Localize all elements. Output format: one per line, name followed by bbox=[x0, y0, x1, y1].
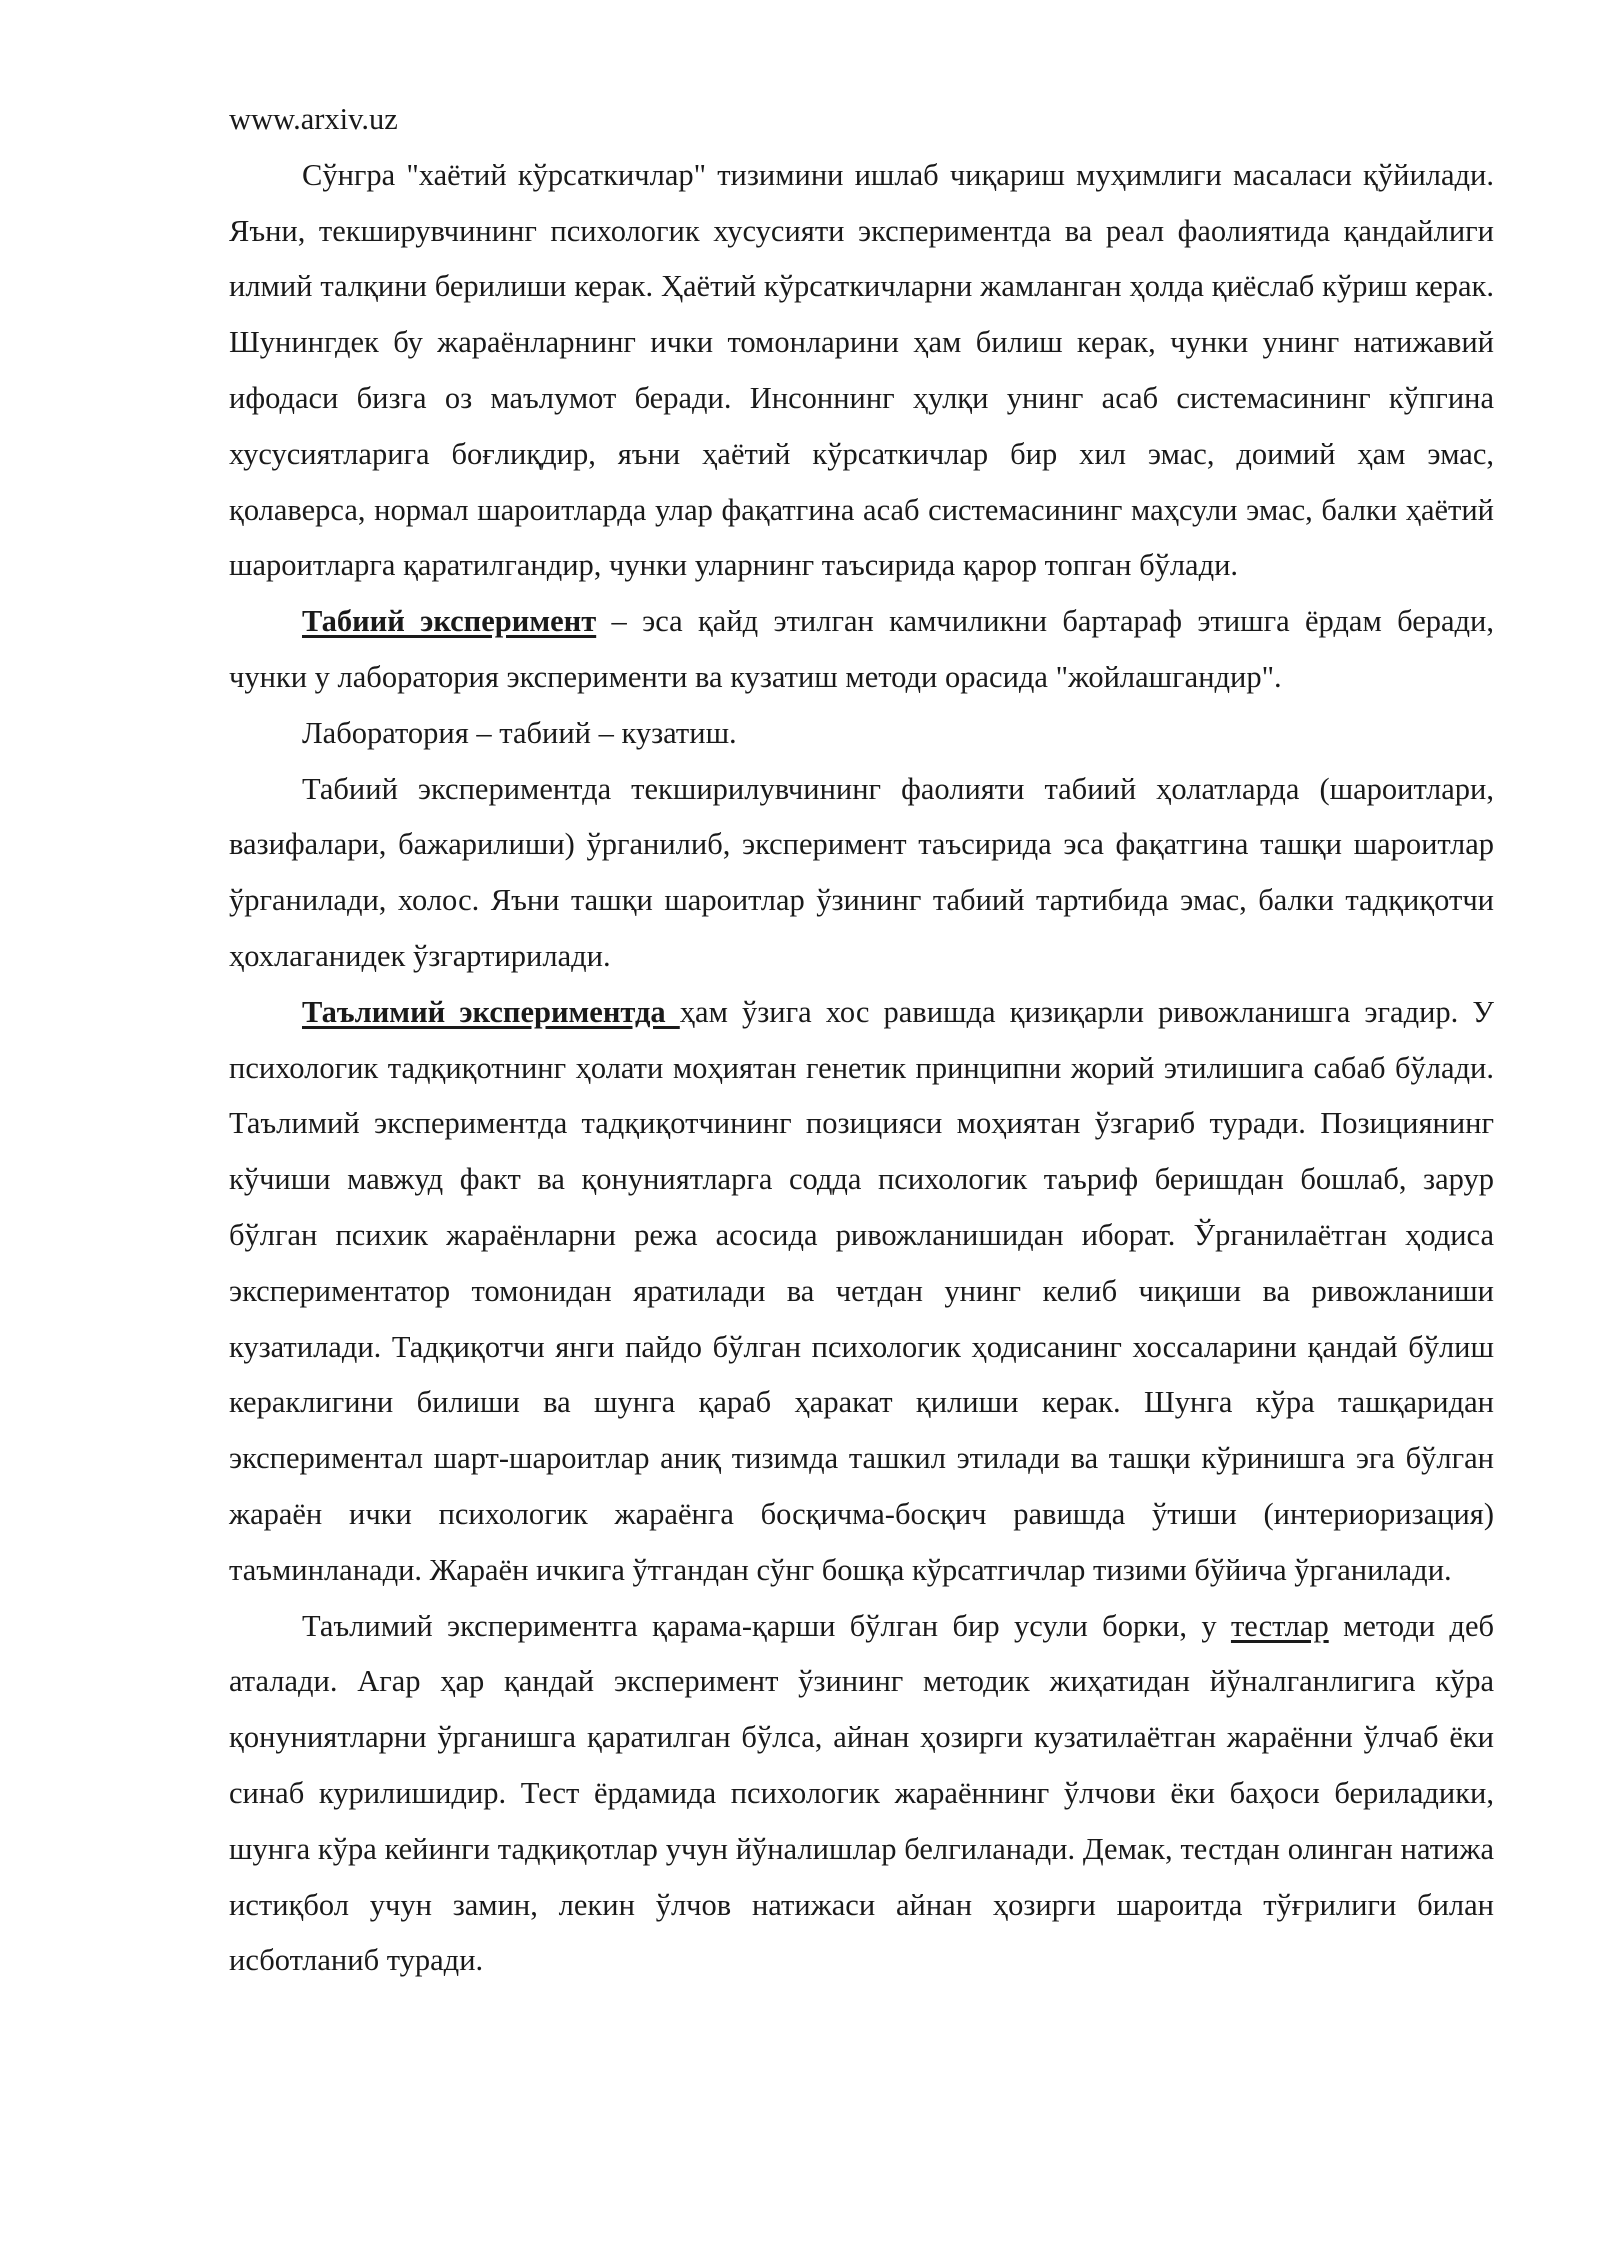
tests-link[interactable]: тестлар bbox=[1230, 1608, 1329, 1643]
document-page bbox=[229, 92, 1494, 1989]
paragraph-natural-experiment-details bbox=[229, 762, 1494, 985]
paragraph-text: ҳам ўзига хос равишда қизиқарли ривожланишга эгадир. У психологик тадқиқотнинг ҳолати моҳиятан генетик принципни жорий этилишига сабаб бўлади. Таълимий экспериментда тадқиқотчининг позицияси моҳиятан ўзгариб туради. Позициянинг кўчиши мавжуд факт ва қонуниятларга содда психологик таъриф беришдан бошлаб, зарур бўлган психик жараёнларни режа асосида ривожланишидан иборат. Ўрганилаётган ҳодиса экспериментатор томонидан яратилади ва четдан унинг келиб чиқиши ва ривожланиши кузатилади. Тадқиқотчи янги пайдо бўлган психологик ҳодисанинг хоссаларини қандай бўлиш кераклигини билиши ва шунга қараб ҳаракат қилиши керак. Шунга кўра ташқаридан экспериментал шарт-шароитлар аниқ тизимда ташкил этилади ва ташқи кўринишга эга бўлган жараён ички психологик жараёнга босқичма-босқич равишда ўтиши (интериоризация) таъминланади. Жараён ичкига ўтгандан сўнг бошқа кўрсатгичлар тизими бўйича ўрганилади. bbox=[229, 994, 1494, 1587]
paragraph-text-before: Таълимий экспериментга қарама-қарши бўлган бир усули борки, у bbox=[302, 1608, 1231, 1643]
paragraph-text: Лаборатория – табиий – кузатиш. bbox=[302, 715, 737, 750]
paragraph-text: Табиий экспериментда текширилувчининг фаолияти табиий ҳолатларда (шароитлари, вазифалари, бажарилиши) ўрганилиб, эксперимент таъсирида эса фақатгина ташқи шароитлар ўрганилади, холос. Яъни ташқи шароитлар ўзининг табиий тартибида эмас, балки тадқиқотчи ҳохлаганидек ўзгартирилади. bbox=[229, 771, 1494, 973]
paragraph-lab-natural-observation bbox=[229, 706, 1494, 762]
site-url: www.arxiv.uz bbox=[229, 102, 398, 136]
term-educational-experiment: Таълимий экспериментда bbox=[302, 994, 680, 1029]
paragraph-text: Сўнгра "хаётий кўрсаткичлар" тизимини ишлаб чиқариш муҳимлиги масаласи қўйилади. Яъни, текширувчининг психологик хусусияти экспериментда ва реал фаолиятида қандайлиги илмий талқини берилиши керак. Ҳаётий кўрсаткичларни жамланган ҳолда қиёслаб кўриш керак. Шунингдек бу жараёнларнинг ички томонларини ҳам билиш керак, чунки унинг натижавий ифодаси бизга оз маълумот беради. Инсоннинг ҳулқи унинг асаб системасининг кўпгина хусусиятларига боғлиқдир, яъни ҳаётий кўрсаткичлар бир хил эмас, доимий ҳам эмас, қолаверса, нормал шароитларда улар фақатгина асаб системасининг маҳсули эмас, балки ҳаётий шароитларга қаратилгандир, чунки уларнинг таъсирида қарор топган бўлади. bbox=[229, 157, 1494, 583]
term-natural-experiment: Табиий эксперимент bbox=[302, 604, 597, 639]
paragraph-vital-indicators bbox=[229, 148, 1494, 594]
paragraph-educational-experiment bbox=[229, 985, 1494, 1599]
paragraph-text: – эса қайд этилган камчиликни бартараф этишга ёрдам беради, чунки у лаборатория эксперименти ва кузатиш методи орасида "жойлашгандир". bbox=[229, 604, 1494, 694]
paragraph-natural-experiment bbox=[229, 594, 1494, 706]
paragraph-tests-method bbox=[229, 1599, 1494, 1990]
paragraph-text: методи деб аталади. Агар ҳар қандай эксперимент ўзининг методик жиҳатидан йўналганлигига кўра қонуниятларни ўрганишга қаратилган бўлса, айнан ҳозирги кузатилаётган жараённи ўлчаб ёки синаб курилишидир. Тест ёрдамида психологик жараённинг ўлчови ёки баҳоси бериладики, шунга кўра кейинги тадқиқотлар учун йўналишлар белгиланади. Демак, тестдан олинган натижа истиқбол учун замин, лекин ўлчов натижаси айнан ҳозирги шароитда тўғрилиги билан исботланиб туради. bbox=[229, 1608, 1494, 1978]
